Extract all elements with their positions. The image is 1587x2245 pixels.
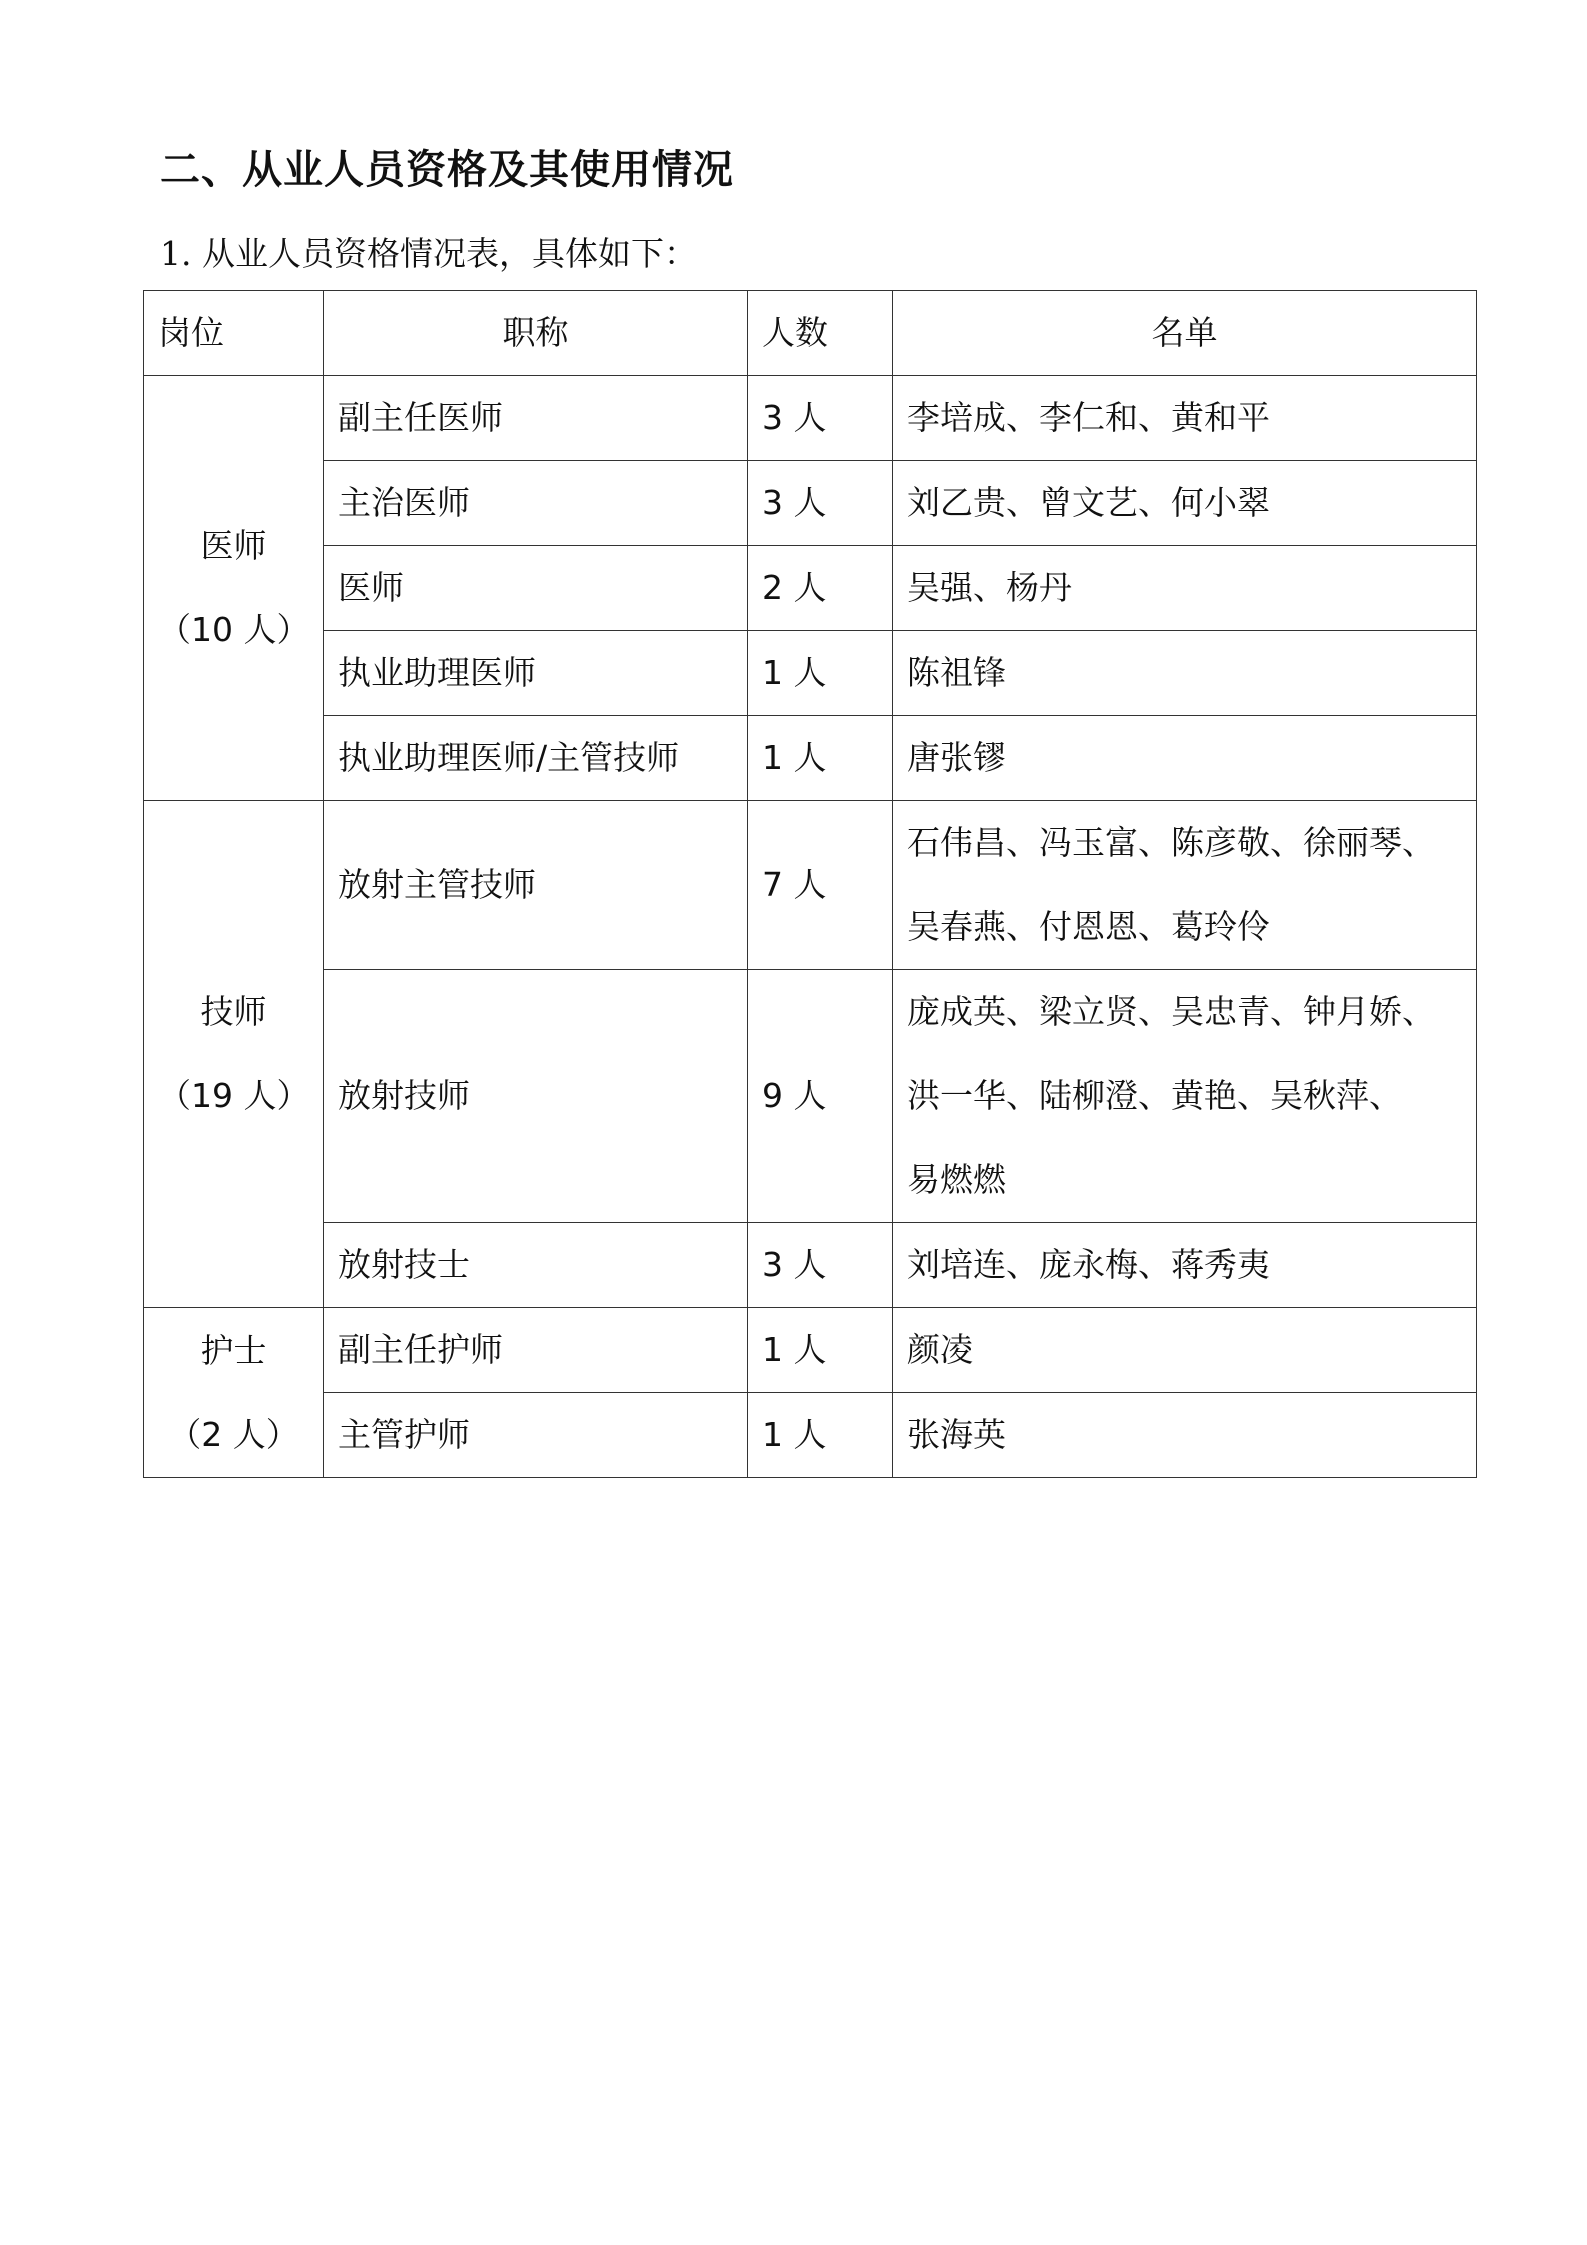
table-row bbox=[144, 716, 1477, 801]
post-count: （2 人） bbox=[168, 1414, 299, 1454]
title-cell: 医师 bbox=[324, 546, 748, 631]
names-cell: 吴强、杨丹 bbox=[893, 546, 1477, 631]
header-post: 岗位 bbox=[144, 291, 324, 376]
table-row bbox=[144, 1223, 1477, 1308]
title-cell: 主管护师 bbox=[324, 1393, 748, 1478]
count-cell: 3 人 bbox=[748, 461, 893, 546]
title-cell: 副主任护师 bbox=[324, 1308, 748, 1393]
title-cell: 执业助理医师/主管技师 bbox=[324, 716, 748, 801]
post-count: （19 人） bbox=[158, 1076, 310, 1115]
title-cell: 放射技士 bbox=[324, 1223, 748, 1308]
header-names: 名单 bbox=[893, 291, 1477, 376]
post-name: 技师 bbox=[200, 992, 267, 1031]
table-row bbox=[144, 801, 1477, 970]
names-cell: 张海英 bbox=[893, 1393, 1477, 1478]
count-cell: 1 人 bbox=[748, 1308, 893, 1393]
header-title: 职称 bbox=[324, 291, 748, 376]
table-row bbox=[144, 461, 1477, 546]
post-cell-nurse bbox=[144, 1308, 324, 1478]
names-line: 易燃燃 bbox=[907, 1160, 1006, 1199]
names-line: 吴春燕、付恩恩、葛玲伶 bbox=[907, 907, 1270, 946]
count-cell: 1 人 bbox=[748, 716, 893, 801]
count-cell: 1 人 bbox=[748, 631, 893, 716]
count-cell: 3 人 bbox=[748, 376, 893, 461]
table-row bbox=[144, 970, 1477, 1223]
count-cell: 9 人 bbox=[748, 970, 893, 1223]
count-cell: 7 人 bbox=[748, 801, 893, 970]
names-cell: 颜凌 bbox=[893, 1308, 1477, 1393]
post-count: （10 人） bbox=[158, 610, 310, 649]
post-cell-physician bbox=[144, 376, 324, 801]
post-name: 护士 bbox=[200, 1330, 267, 1370]
title-cell: 副主任医师 bbox=[324, 376, 748, 461]
title-cell: 主治医师 bbox=[324, 461, 748, 546]
table-row bbox=[144, 631, 1477, 716]
post-name: 医师 bbox=[200, 526, 267, 565]
names-cell bbox=[893, 970, 1477, 1223]
table-row bbox=[144, 1308, 1477, 1393]
staff-qualification-table bbox=[143, 290, 1477, 1478]
names-cell: 刘乙贵、曾文艺、何小翠 bbox=[893, 461, 1477, 546]
count-cell: 3 人 bbox=[748, 1223, 893, 1308]
count-cell: 2 人 bbox=[748, 546, 893, 631]
names-line: 石伟昌、冯玉富、陈彦敬、徐丽琴、 bbox=[907, 823, 1435, 862]
names-cell: 刘培连、庞永梅、蒋秀夷 bbox=[893, 1223, 1477, 1308]
post-cell-technician bbox=[144, 801, 324, 1308]
names-line: 洪一华、陆柳澄、黄艳、吴秋萍、 bbox=[907, 1076, 1402, 1115]
names-line: 庞成英、梁立贤、吴忠青、钟月娇、 bbox=[907, 992, 1435, 1031]
table-row bbox=[144, 1393, 1477, 1478]
names-cell: 唐张镠 bbox=[893, 716, 1477, 801]
count-cell: 1 人 bbox=[748, 1393, 893, 1478]
title-cell: 执业助理医师 bbox=[324, 631, 748, 716]
table-row bbox=[144, 546, 1477, 631]
section-title: 二、从业人员资格及其使用情况 bbox=[160, 146, 734, 193]
title-cell: 放射主管技师 bbox=[324, 801, 748, 970]
names-cell: 陈祖锋 bbox=[893, 631, 1477, 716]
title-cell: 放射技师 bbox=[324, 970, 748, 1223]
table-intro: 1. 从业人员资格情况表，具体如下： bbox=[160, 234, 697, 273]
header-count: 人数 bbox=[748, 291, 893, 376]
table-header-row bbox=[144, 291, 1477, 376]
names-cell bbox=[893, 801, 1477, 970]
names-cell: 李培成、李仁和、黄和平 bbox=[893, 376, 1477, 461]
table-row bbox=[144, 376, 1477, 461]
